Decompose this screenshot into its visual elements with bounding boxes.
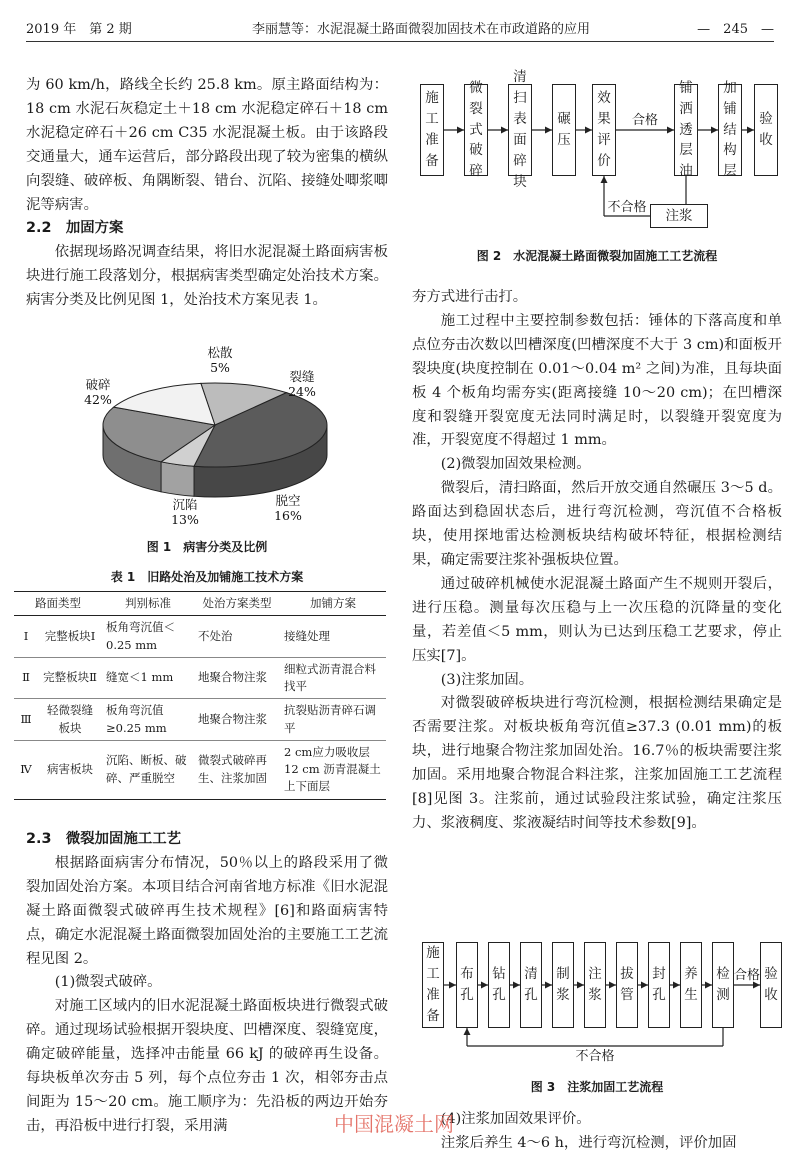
pie-label-沉陷: 沉陷 13% <box>171 497 199 527</box>
flow-step-6: 拔管 <box>616 942 638 1028</box>
arrow-head <box>711 127 718 134</box>
flow-step-3: 碾压 <box>552 84 576 176</box>
running-header <box>26 14 774 42</box>
arrow-head <box>609 982 616 989</box>
arrow-head <box>464 1028 471 1035</box>
table-cell: 不处治 <box>194 616 280 658</box>
table-header-cell: 处治方案类型 <box>194 592 280 616</box>
fail-label: 不合格 <box>575 1049 615 1064</box>
flow-step-8: 养生 <box>680 942 702 1028</box>
pie-chart-disease-types <box>70 345 370 535</box>
pass-label: 合格 <box>733 968 761 983</box>
arrow-head <box>673 982 680 989</box>
table-cell: Ⅳ <box>14 740 38 799</box>
table-cell: 缝宽＜1 mm <box>102 657 194 699</box>
paragraph: (4)注浆加固效果评价。 <box>440 1111 591 1127</box>
pass-label: 合格 <box>631 113 659 128</box>
pie-label-松散: 松散 5% <box>207 345 233 375</box>
flow-step-6: 加铺结构层 <box>718 84 742 176</box>
table-row <box>14 699 386 741</box>
arrow-head <box>747 127 754 134</box>
watermark: 中国混凝土网 <box>334 1112 454 1136</box>
flowchart-figure-3 <box>418 938 784 1066</box>
flow-step-9: 检测 <box>712 942 734 1028</box>
pie-label-破碎: 破碎 42% <box>84 377 112 407</box>
left-column-top <box>26 74 388 313</box>
pie-label-裂缝: 裂缝 24% <box>288 369 316 399</box>
flow-step-4: 制浆 <box>552 942 574 1028</box>
paragraph: (1)微裂式破碎。 <box>54 974 162 991</box>
right-column <box>412 286 782 836</box>
table-cell: Ⅲ <box>14 699 38 741</box>
flow-step-4: 效果评价 <box>592 84 616 176</box>
arrow-head <box>457 127 464 134</box>
flowchart-figure-2 <box>412 69 782 238</box>
arrow-head <box>705 982 712 989</box>
table-row <box>14 740 386 799</box>
flow-step-0: 施工准备 <box>422 942 444 1028</box>
paragraph: 微裂后，清扫路面，然后开放交通自然碾压 3～5 d。路面达到稳固状态后，进行弯沉检测，弯沉值不合格板块，使用探地雷达检测板块结构破坏特征，根据检测结果，确定需要注浆补强板块位置。 <box>412 480 782 568</box>
arrow-head <box>481 982 488 989</box>
flow-step-7: 封孔 <box>648 942 670 1028</box>
table-1-caption: 表 1 旧路处治及加铺施工技术方案 <box>110 570 304 584</box>
table-cell: 板角弯沉值＜0.25 mm <box>102 616 194 658</box>
arrow-head <box>585 127 592 134</box>
section-heading-2-2: 2.2 加固方案 <box>26 220 124 237</box>
paragraph: 对微裂破碎板块进行弯沉检测，根据检测结果确定是否需要注浆。对板块板角弯沉值≥37.3 (0.01 mm)的板块，进行地聚合物注浆加固处治。16.7％的板块需要注浆加固。采用地聚合物混合料注浆，注浆加固施工工艺流程[8]见图 3。注浆前，通过试验段注浆试验，确定注浆压力、浆液稠度、浆液凝结时间等技术参数[9]。 <box>412 695 782 831</box>
table-row <box>14 616 386 658</box>
table-cell: 2 cm应力吸收层 12 cm 沥青混凝土上下面层 <box>280 740 386 799</box>
paragraph: (2)微裂加固效果检测。 <box>440 456 591 473</box>
flow-step-10: 验收 <box>760 942 782 1028</box>
left-column-bottom <box>26 828 388 1139</box>
arrow-head <box>501 127 508 134</box>
paragraph: 依据现场路况调查结果，将旧水泥混凝土路面病害板块进行施工段落划分，根据病害类型确定处治技术方案。病害分类及比例见图 1，处治技术方案见表 1。 <box>26 244 388 309</box>
table-1 <box>14 591 386 800</box>
flow-step-7: 验收 <box>754 84 778 176</box>
paragraph: 根据路面病害分布情况，50％以上的路段采用了微裂加固处治方案。本项目结合河南省地方标准《旧水泥混凝土路面微裂式破碎再生技术规程》[6]和路面病害特点，确定水泥混凝土路面微裂加固处治的主要施工工艺流程见图 2。 <box>26 854 388 967</box>
paragraph: 为 60 km/h，路线全长约 25.8 km。原主路面结构为：18 cm 水泥石灰稳定土＋18 cm 水泥稳定碎石＋18 cm 水泥稳定碎石＋26 cm C35 水泥混凝土板。由于该路段交通量大，通车运营后，部分路段出现了较为密集的横纵向裂缝、破碎板、角隅断裂、错台、沉陷、接缝处唧浆唧泥等病害。 <box>26 77 388 213</box>
table-header-cell: 判别标准 <box>102 592 194 616</box>
flow-step-1: 布孔 <box>456 942 478 1028</box>
arrow-head <box>545 982 552 989</box>
arrow-head <box>667 127 674 134</box>
table-cell: 轻微裂缝板块 <box>38 699 102 741</box>
figure-2-caption: 图 2 水泥混凝土路面微裂加固施工工艺流程 <box>476 249 718 263</box>
table-header-row <box>14 592 386 616</box>
table-header-cell: 路面类型 <box>14 592 102 616</box>
table-cell: 细粒式沥青混合料找平 <box>280 657 386 699</box>
table-row <box>14 657 386 699</box>
table-cell: 地聚合物注浆 <box>194 657 280 699</box>
paragraph: 注浆后养生 4～6 h，进行弯沉检测，评价加固 <box>440 1134 737 1151</box>
table-cell: 完整板块Ⅰ <box>38 616 102 658</box>
flow-step-5: 注浆 <box>584 942 606 1028</box>
page-number: — 245 — <box>697 22 774 37</box>
issue-label: 2019 年 第 2 期 <box>26 22 132 37</box>
table-cell: 病害板块 <box>38 740 102 799</box>
table-header-cell: 加铺方案 <box>280 592 386 616</box>
pie-side-松散 <box>161 462 194 496</box>
figure-1-caption: 图 1 病害分类及比例 <box>146 540 268 554</box>
paragraph: 夯方式进行击打。 <box>412 289 528 305</box>
table-cell: 沉陷、断板、破碎、严重脱空 <box>102 740 194 799</box>
table-cell: 地聚合物注浆 <box>194 699 280 741</box>
flow-step-1: 微裂式破碎 <box>464 84 488 176</box>
table-cell: Ⅰ <box>14 616 38 658</box>
table-cell: Ⅱ <box>14 657 38 699</box>
arrow-head <box>577 982 584 989</box>
paragraph: 通过破碎机械使水泥混凝土路面产生不规则开裂后，进行压稳。测量每次压稳与上一次压稳的沉降量的变化量，若差值＜5 mm，则认为已达到压稳工艺要求，停止压实[7]。 <box>412 575 782 664</box>
figure-3-caption: 图 3 注浆加固工艺流程 <box>530 1080 664 1094</box>
flow-step-3: 清孔 <box>520 942 542 1028</box>
paragraph: 对施工区域内的旧水泥混凝土路面板块进行微裂式破碎。通过现场试验根据开裂块度、凹槽深度、裂缝宽度，确定破碎能量，选择冲击能量 66 kJ 的破碎再生设备。每块板单次夯击 5 列，每个点位夯击 1 次，相邻夯击点间距为 15～20 cm。施工顺序为：先沿板的两边开始夯击，再沿板中进行打裂，采用满 <box>26 998 388 1134</box>
arrow-head <box>601 176 608 183</box>
arrow-head <box>449 982 456 989</box>
fail-label: 不合格 <box>607 200 647 215</box>
flow-step-grouting: 注浆 <box>650 204 708 228</box>
running-title: 李丽慧等：水泥混凝土路面微裂加固技术在市政道路的应用 <box>252 22 591 37</box>
section-heading-2-3: 2.3 微裂加固施工工艺 <box>26 831 182 847</box>
arrow-head <box>641 982 648 989</box>
arrow-head <box>545 127 552 134</box>
pie-label-脱空: 脱空 16% <box>274 493 302 523</box>
flow-step-2: 清扫表面碎块 <box>508 84 532 176</box>
table-cell: 微裂式破碎再生、注浆加固 <box>194 740 280 799</box>
paragraph: 施工过程中主要控制参数包括：锤体的下落高度和单点位夯击次数以凹槽深度(凹槽深度不大于 3 cm)和面板开裂块度(块度控制在 0.01～0.04 m² 之间)为准，且每块面板 4 个板角均需夯实(距离接缝 10～20 cm)；在凹槽深度和裂缝开裂宽度无法同时满足时，以裂缝开裂宽度为准，开裂宽度不得超过 1 mm。 <box>412 312 782 449</box>
arrow-head <box>513 982 520 989</box>
flow-step-0: 施工准备 <box>420 84 444 176</box>
right-column-bottom <box>412 1108 782 1156</box>
flow-step-5: 铺洒透层油 <box>674 84 698 176</box>
table-cell: 完整板块Ⅱ <box>38 657 102 699</box>
table-cell: 抗裂贴沥青碎石调平 <box>280 699 386 741</box>
flow-step-2: 钻孔 <box>488 942 510 1028</box>
paragraph: (3)注浆加固。 <box>440 671 534 688</box>
table-cell: 板角弯沉值≥0.25 mm <box>102 699 194 741</box>
table-cell: 接缝处理 <box>280 616 386 658</box>
